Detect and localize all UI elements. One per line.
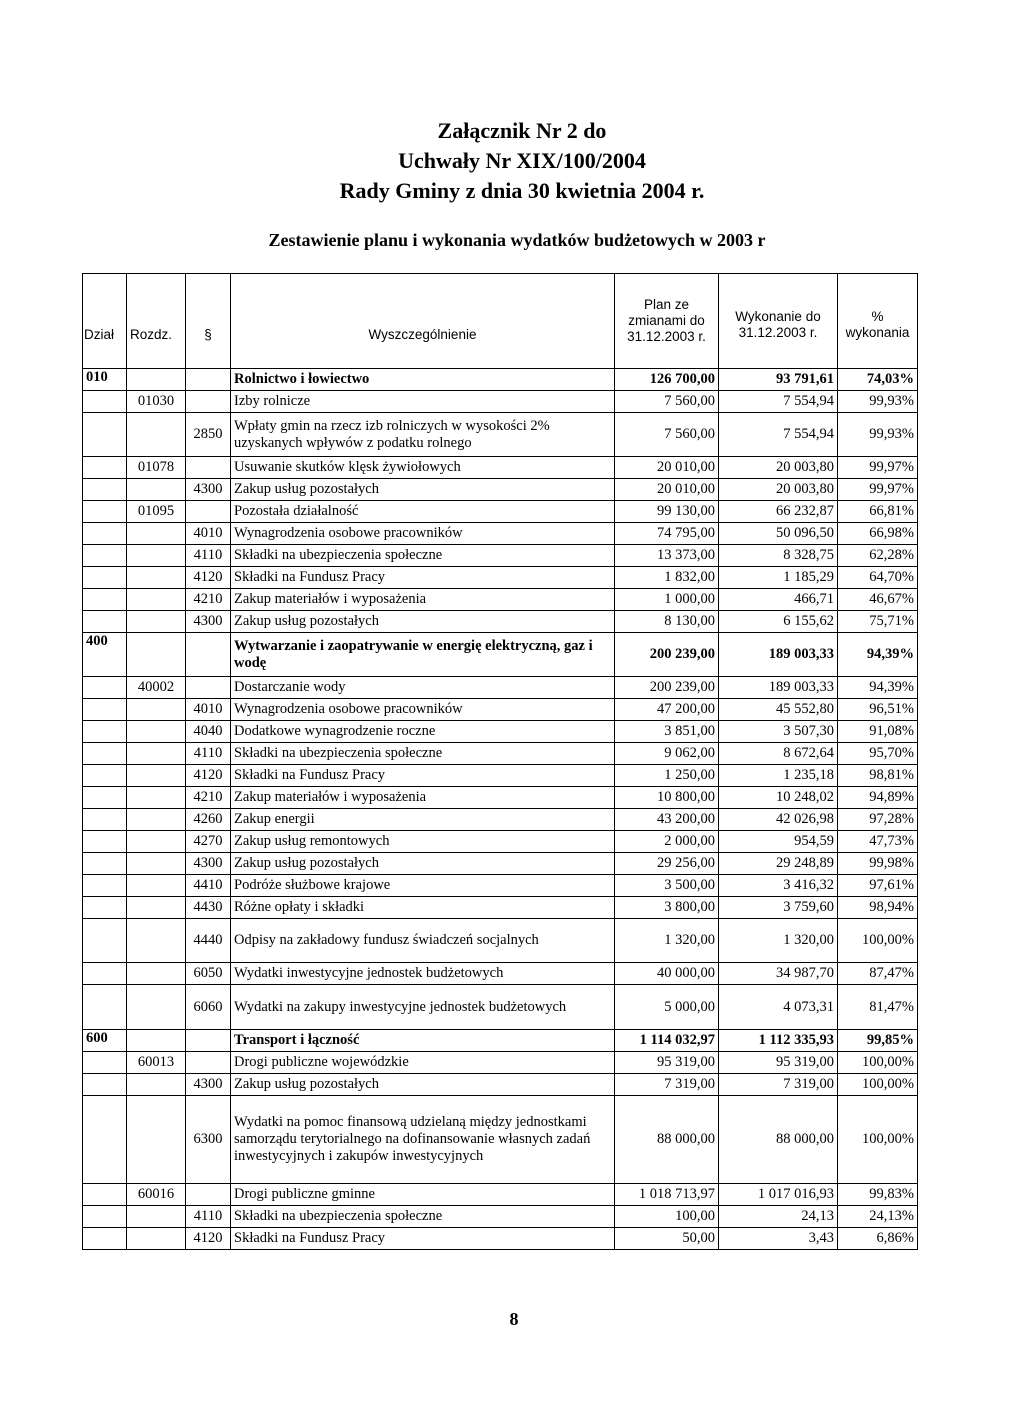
- cell-execution: 7 554,94: [719, 413, 838, 457]
- table-row: [83, 589, 918, 611]
- cell-plan: 1 114 032,97: [615, 1030, 719, 1052]
- cell-dzial: [83, 567, 127, 589]
- cell-execution: 50 096,50: [719, 523, 838, 545]
- cell-description: Zakup energii: [231, 809, 615, 831]
- cell-rozdz: [127, 1228, 186, 1250]
- cell-description: Wydatki inwestycyjne jednostek budżetowych: [231, 963, 615, 985]
- cell-paragraph: 4410: [186, 875, 231, 897]
- cell-paragraph: 4440: [186, 919, 231, 963]
- cell-rozdz: [127, 809, 186, 831]
- cell-paragraph: 4260: [186, 809, 231, 831]
- cell-plan: 7 319,00: [615, 1074, 719, 1096]
- table-row: [83, 677, 918, 699]
- cell-dzial: [83, 831, 127, 853]
- cell-paragraph: [186, 501, 231, 523]
- cell-paragraph: [186, 677, 231, 699]
- cell-dzial: 400: [83, 633, 127, 677]
- cell-percent: 75,71%: [838, 611, 918, 633]
- cell-description: Zakup usług remontowych: [231, 831, 615, 853]
- cell-percent: 64,70%: [838, 567, 918, 589]
- cell-description: Wynagrodzenia osobowe pracowników: [231, 699, 615, 721]
- annex-line: Załącznik Nr 2 do: [437, 118, 607, 143]
- table-row: [83, 1206, 918, 1228]
- cell-paragraph: 4040: [186, 721, 231, 743]
- cell-rozdz: [127, 589, 186, 611]
- cell-plan: 1 018 713,97: [615, 1184, 719, 1206]
- table-header-row: [83, 274, 918, 369]
- cell-plan: 10 800,00: [615, 787, 719, 809]
- cell-dzial: [83, 523, 127, 545]
- cell-dzial: [83, 853, 127, 875]
- cell-plan: 40 000,00: [615, 963, 719, 985]
- cell-rozdz: [127, 369, 186, 391]
- cell-plan: 100,00: [615, 1206, 719, 1228]
- table-row: [83, 391, 918, 413]
- cell-plan: 3 800,00: [615, 897, 719, 919]
- header-plan: Plan ze zmianami do 31.12.2003 r.: [615, 274, 719, 369]
- cell-execution: 1 112 335,93: [719, 1030, 838, 1052]
- cell-percent: 66,81%: [838, 501, 918, 523]
- cell-paragraph: 4270: [186, 831, 231, 853]
- cell-description: Zakup usług pozostałych: [231, 853, 615, 875]
- cell-description: Usuwanie skutków klęsk żywiołowych: [231, 457, 615, 479]
- cell-dzial: [83, 875, 127, 897]
- cell-dzial: [83, 611, 127, 633]
- cell-percent: 97,28%: [838, 809, 918, 831]
- cell-plan: 20 010,00: [615, 457, 719, 479]
- cell-description: Wpłaty gmin na rzecz izb rolniczych w wysokości 2% uzyskanych wpływów z podatku rolnego: [231, 413, 615, 457]
- table-row: [83, 1228, 918, 1250]
- cell-description: Wytwarzanie i zaopatrywanie w energię elektryczną, gaz i wodę: [231, 633, 615, 677]
- cell-rozdz: 40002: [127, 677, 186, 699]
- cell-plan: 7 560,00: [615, 413, 719, 457]
- table-row: [83, 765, 918, 787]
- cell-plan: 99 130,00: [615, 501, 719, 523]
- document-title: Zestawienie planu i wykonania wydatków budżetowych w 2003 r: [268, 230, 766, 250]
- cell-rozdz: [127, 1096, 186, 1184]
- cell-percent: 98,94%: [838, 897, 918, 919]
- table-row: [83, 985, 918, 1030]
- cell-rozdz: [127, 831, 186, 853]
- cell-execution: 88 000,00: [719, 1096, 838, 1184]
- table-row: [83, 919, 918, 963]
- cell-description: Różne opłaty i składki: [231, 897, 615, 919]
- cell-description: Transport i łączność: [231, 1030, 615, 1052]
- cell-rozdz: [127, 479, 186, 501]
- cell-plan: 3 851,00: [615, 721, 719, 743]
- cell-paragraph: [186, 633, 231, 677]
- cell-rozdz: [127, 875, 186, 897]
- cell-plan: 1 250,00: [615, 765, 719, 787]
- cell-description: Składki na Fundusz Pracy: [231, 1228, 615, 1250]
- cell-rozdz: [127, 721, 186, 743]
- cell-paragraph: 4300: [186, 479, 231, 501]
- header-paragraph: §: [186, 274, 231, 369]
- cell-description: Wydatki na zakupy inwestycyjne jednostek budżetowych: [231, 985, 615, 1030]
- cell-rozdz: [127, 787, 186, 809]
- table-row: [83, 699, 918, 721]
- cell-dzial: [83, 985, 127, 1030]
- cell-paragraph: [186, 369, 231, 391]
- cell-dzial: [83, 809, 127, 831]
- cell-dzial: [83, 677, 127, 699]
- cell-rozdz: 01030: [127, 391, 186, 413]
- cell-plan: 1 000,00: [615, 589, 719, 611]
- cell-rozdz: 60016: [127, 1184, 186, 1206]
- cell-execution: 24,13: [719, 1206, 838, 1228]
- cell-execution: 3,43: [719, 1228, 838, 1250]
- cell-percent: 100,00%: [838, 1074, 918, 1096]
- cell-rozdz: [127, 699, 186, 721]
- cell-description: Zakup usług pozostałych: [231, 611, 615, 633]
- cell-plan: 5 000,00: [615, 985, 719, 1030]
- cell-plan: 126 700,00: [615, 369, 719, 391]
- cell-paragraph: 4210: [186, 787, 231, 809]
- cell-description: Zakup usług pozostałych: [231, 479, 615, 501]
- cell-dzial: [83, 721, 127, 743]
- cell-rozdz: [127, 611, 186, 633]
- cell-execution: 189 003,33: [719, 633, 838, 677]
- table-row: [83, 413, 918, 457]
- cell-description: Izby rolnicze: [231, 391, 615, 413]
- cell-plan: 2 000,00: [615, 831, 719, 853]
- table-row: [83, 831, 918, 853]
- cell-execution: 6 155,62: [719, 611, 838, 633]
- table-row: [83, 1074, 918, 1096]
- cell-description: Drogi publiczne gminne: [231, 1184, 615, 1206]
- cell-plan: 9 062,00: [615, 743, 719, 765]
- cell-percent: 95,70%: [838, 743, 918, 765]
- cell-percent: 91,08%: [838, 721, 918, 743]
- cell-paragraph: 4300: [186, 1074, 231, 1096]
- cell-rozdz: [127, 1030, 186, 1052]
- table-row: [83, 523, 918, 545]
- cell-paragraph: [186, 391, 231, 413]
- cell-execution: 29 248,89: [719, 853, 838, 875]
- cell-description: Zakup materiałów i wyposażenia: [231, 589, 615, 611]
- cell-percent: 97,61%: [838, 875, 918, 897]
- cell-plan: 43 200,00: [615, 809, 719, 831]
- cell-execution: 34 987,70: [719, 963, 838, 985]
- cell-execution: 20 003,80: [719, 457, 838, 479]
- cell-percent: 99,93%: [838, 391, 918, 413]
- cell-execution: 954,59: [719, 831, 838, 853]
- cell-plan: 200 239,00: [615, 677, 719, 699]
- cell-execution: 466,71: [719, 589, 838, 611]
- table-row: [83, 1184, 918, 1206]
- cell-percent: 99,98%: [838, 853, 918, 875]
- table-row: [83, 545, 918, 567]
- cell-rozdz: [127, 523, 186, 545]
- page-number: 8: [509, 1309, 519, 1329]
- cell-plan: 13 373,00: [615, 545, 719, 567]
- header-description: Wyszczególnienie: [231, 274, 615, 369]
- cell-dzial: [83, 963, 127, 985]
- table-row: [83, 479, 918, 501]
- cell-execution: 3 759,60: [719, 897, 838, 919]
- cell-paragraph: 6050: [186, 963, 231, 985]
- cell-rozdz: [127, 985, 186, 1030]
- budget-table: [82, 273, 918, 1250]
- cell-paragraph: [186, 1030, 231, 1052]
- cell-percent: 99,97%: [838, 479, 918, 501]
- cell-description: Składki na ubezpieczenia społeczne: [231, 1206, 615, 1228]
- cell-description: Składki na ubezpieczenia społeczne: [231, 743, 615, 765]
- cell-dzial: [83, 545, 127, 567]
- cell-rozdz: [127, 1206, 186, 1228]
- cell-execution: 3 416,32: [719, 875, 838, 897]
- header-dzial: Dział: [83, 274, 127, 369]
- cell-execution: 4 073,31: [719, 985, 838, 1030]
- table-row: [83, 721, 918, 743]
- cell-percent: 81,47%: [838, 985, 918, 1030]
- cell-plan: 1 320,00: [615, 919, 719, 963]
- table-row: [83, 743, 918, 765]
- cell-percent: 46,67%: [838, 589, 918, 611]
- table-row: [83, 567, 918, 589]
- cell-percent: 94,39%: [838, 677, 918, 699]
- cell-execution: 1 320,00: [719, 919, 838, 963]
- cell-rozdz: 60013: [127, 1052, 186, 1074]
- table-row: [83, 457, 918, 479]
- cell-execution: 10 248,02: [719, 787, 838, 809]
- cell-execution: 7 554,94: [719, 391, 838, 413]
- cell-plan: 29 256,00: [615, 853, 719, 875]
- cell-description: Dodatkowe wynagrodzenie roczne: [231, 721, 615, 743]
- cell-percent: 94,89%: [838, 787, 918, 809]
- cell-description: Odpisy na zakładowy fundusz świadczeń socjalnych: [231, 919, 615, 963]
- council-date-line: Rady Gminy z dnia 30 kwietnia 2004 r.: [339, 178, 705, 203]
- cell-description: Rolnictwo i łowiectwo: [231, 369, 615, 391]
- cell-plan: 1 832,00: [615, 567, 719, 589]
- cell-dzial: [83, 479, 127, 501]
- cell-description: Dostarczanie wody: [231, 677, 615, 699]
- cell-execution: 189 003,33: [719, 677, 838, 699]
- resolution-line: Uchwały Nr XIX/100/2004: [398, 148, 646, 173]
- cell-dzial: 600: [83, 1030, 127, 1052]
- cell-paragraph: 4210: [186, 589, 231, 611]
- cell-paragraph: 4300: [186, 853, 231, 875]
- cell-execution: 95 319,00: [719, 1052, 838, 1074]
- cell-percent: 96,51%: [838, 699, 918, 721]
- cell-description: Pozostała działalność: [231, 501, 615, 523]
- cell-percent: 66,98%: [838, 523, 918, 545]
- cell-paragraph: 4010: [186, 699, 231, 721]
- cell-execution: 7 319,00: [719, 1074, 838, 1096]
- cell-dzial: [83, 1228, 127, 1250]
- cell-percent: 98,81%: [838, 765, 918, 787]
- cell-percent: 100,00%: [838, 1096, 918, 1184]
- cell-description: Podróże służbowe krajowe: [231, 875, 615, 897]
- cell-paragraph: 4110: [186, 545, 231, 567]
- cell-execution: 3 507,30: [719, 721, 838, 743]
- header-execution: Wykonanie do 31.12.2003 r.: [719, 274, 838, 369]
- cell-plan: 95 319,00: [615, 1052, 719, 1074]
- cell-plan: 50,00: [615, 1228, 719, 1250]
- cell-paragraph: 4120: [186, 1228, 231, 1250]
- cell-rozdz: [127, 567, 186, 589]
- cell-rozdz: [127, 743, 186, 765]
- cell-description: Wydatki na pomoc finansową udzielaną między jednostkami samorządu terytorialnego na dofinansowanie własnych zadań inwestycyjnych i zakupów inwestycyjnych: [231, 1096, 615, 1184]
- cell-paragraph: 4300: [186, 611, 231, 633]
- cell-rozdz: [127, 545, 186, 567]
- table-row: [83, 897, 918, 919]
- table-row: [83, 787, 918, 809]
- cell-dzial: [83, 743, 127, 765]
- cell-execution: 20 003,80: [719, 479, 838, 501]
- cell-dzial: [83, 1206, 127, 1228]
- table-row: [83, 369, 918, 391]
- cell-execution: 45 552,80: [719, 699, 838, 721]
- table-row: [83, 809, 918, 831]
- cell-percent: 62,28%: [838, 545, 918, 567]
- table-row: [83, 875, 918, 897]
- cell-dzial: 010: [83, 369, 127, 391]
- document-header: [0, 116, 1024, 206]
- cell-plan: 200 239,00: [615, 633, 719, 677]
- cell-description: Składki na Fundusz Pracy: [231, 567, 615, 589]
- cell-rozdz: [127, 1074, 186, 1096]
- cell-paragraph: [186, 1052, 231, 1074]
- header-percent: % wykonania: [838, 274, 918, 369]
- cell-plan: 88 000,00: [615, 1096, 719, 1184]
- cell-plan: 3 500,00: [615, 875, 719, 897]
- cell-execution: 42 026,98: [719, 809, 838, 831]
- cell-rozdz: [127, 853, 186, 875]
- cell-dzial: [83, 765, 127, 787]
- cell-plan: 7 560,00: [615, 391, 719, 413]
- cell-dzial: [83, 1074, 127, 1096]
- cell-paragraph: 4120: [186, 567, 231, 589]
- cell-rozdz: [127, 413, 186, 457]
- cell-paragraph: 4110: [186, 743, 231, 765]
- cell-dzial: [83, 919, 127, 963]
- table-body: [83, 369, 918, 1250]
- cell-dzial: [83, 589, 127, 611]
- cell-percent: 6,86%: [838, 1228, 918, 1250]
- cell-description: Składki na Fundusz Pracy: [231, 765, 615, 787]
- cell-execution: 1 235,18: [719, 765, 838, 787]
- cell-percent: 24,13%: [838, 1206, 918, 1228]
- cell-dzial: [83, 501, 127, 523]
- table-row: [83, 963, 918, 985]
- cell-percent: 94,39%: [838, 633, 918, 677]
- cell-plan: 47 200,00: [615, 699, 719, 721]
- cell-percent: 100,00%: [838, 1052, 918, 1074]
- cell-dzial: [83, 787, 127, 809]
- cell-paragraph: 4110: [186, 1206, 231, 1228]
- cell-rozdz: [127, 633, 186, 677]
- cell-percent: 99,93%: [838, 413, 918, 457]
- cell-percent: 99,85%: [838, 1030, 918, 1052]
- table-row: [83, 1030, 918, 1052]
- cell-execution: 8 672,64: [719, 743, 838, 765]
- cell-plan: 20 010,00: [615, 479, 719, 501]
- cell-paragraph: [186, 1184, 231, 1206]
- cell-paragraph: 6060: [186, 985, 231, 1030]
- cell-rozdz: [127, 765, 186, 787]
- cell-execution: 93 791,61: [719, 369, 838, 391]
- header-rozdz: Rozdz.: [127, 274, 186, 369]
- cell-percent: 47,73%: [838, 831, 918, 853]
- cell-percent: 74,03%: [838, 369, 918, 391]
- cell-paragraph: 4010: [186, 523, 231, 545]
- cell-description: Wynagrodzenia osobowe pracowników: [231, 523, 615, 545]
- cell-dzial: [83, 457, 127, 479]
- cell-percent: 87,47%: [838, 963, 918, 985]
- cell-percent: 99,97%: [838, 457, 918, 479]
- cell-dzial: [83, 1052, 127, 1074]
- cell-paragraph: 6300: [186, 1096, 231, 1184]
- cell-dzial: [83, 699, 127, 721]
- cell-execution: 8 328,75: [719, 545, 838, 567]
- cell-dzial: [83, 1184, 127, 1206]
- cell-dzial: [83, 1096, 127, 1184]
- table-row: [83, 501, 918, 523]
- table-row: [83, 633, 918, 677]
- cell-percent: 100,00%: [838, 919, 918, 963]
- cell-rozdz: 01078: [127, 457, 186, 479]
- cell-execution: 1 185,29: [719, 567, 838, 589]
- table-row: [83, 853, 918, 875]
- cell-description: Drogi publiczne wojewódzkie: [231, 1052, 615, 1074]
- cell-rozdz: [127, 963, 186, 985]
- cell-rozdz: [127, 897, 186, 919]
- table-row: [83, 1096, 918, 1184]
- cell-rozdz: 01095: [127, 501, 186, 523]
- cell-description: Zakup usług pozostałych: [231, 1074, 615, 1096]
- cell-paragraph: 4120: [186, 765, 231, 787]
- cell-dzial: [83, 391, 127, 413]
- cell-description: Składki na ubezpieczenia społeczne: [231, 545, 615, 567]
- cell-description: Zakup materiałów i wyposażenia: [231, 787, 615, 809]
- cell-paragraph: 2850: [186, 413, 231, 457]
- cell-dzial: [83, 897, 127, 919]
- table-row: [83, 1052, 918, 1074]
- cell-execution: 1 017 016,93: [719, 1184, 838, 1206]
- cell-plan: 74 795,00: [615, 523, 719, 545]
- cell-execution: 66 232,87: [719, 501, 838, 523]
- table-row: [83, 611, 918, 633]
- cell-paragraph: 4430: [186, 897, 231, 919]
- cell-dzial: [83, 413, 127, 457]
- cell-rozdz: [127, 919, 186, 963]
- cell-percent: 99,83%: [838, 1184, 918, 1206]
- cell-plan: 8 130,00: [615, 611, 719, 633]
- cell-paragraph: [186, 457, 231, 479]
